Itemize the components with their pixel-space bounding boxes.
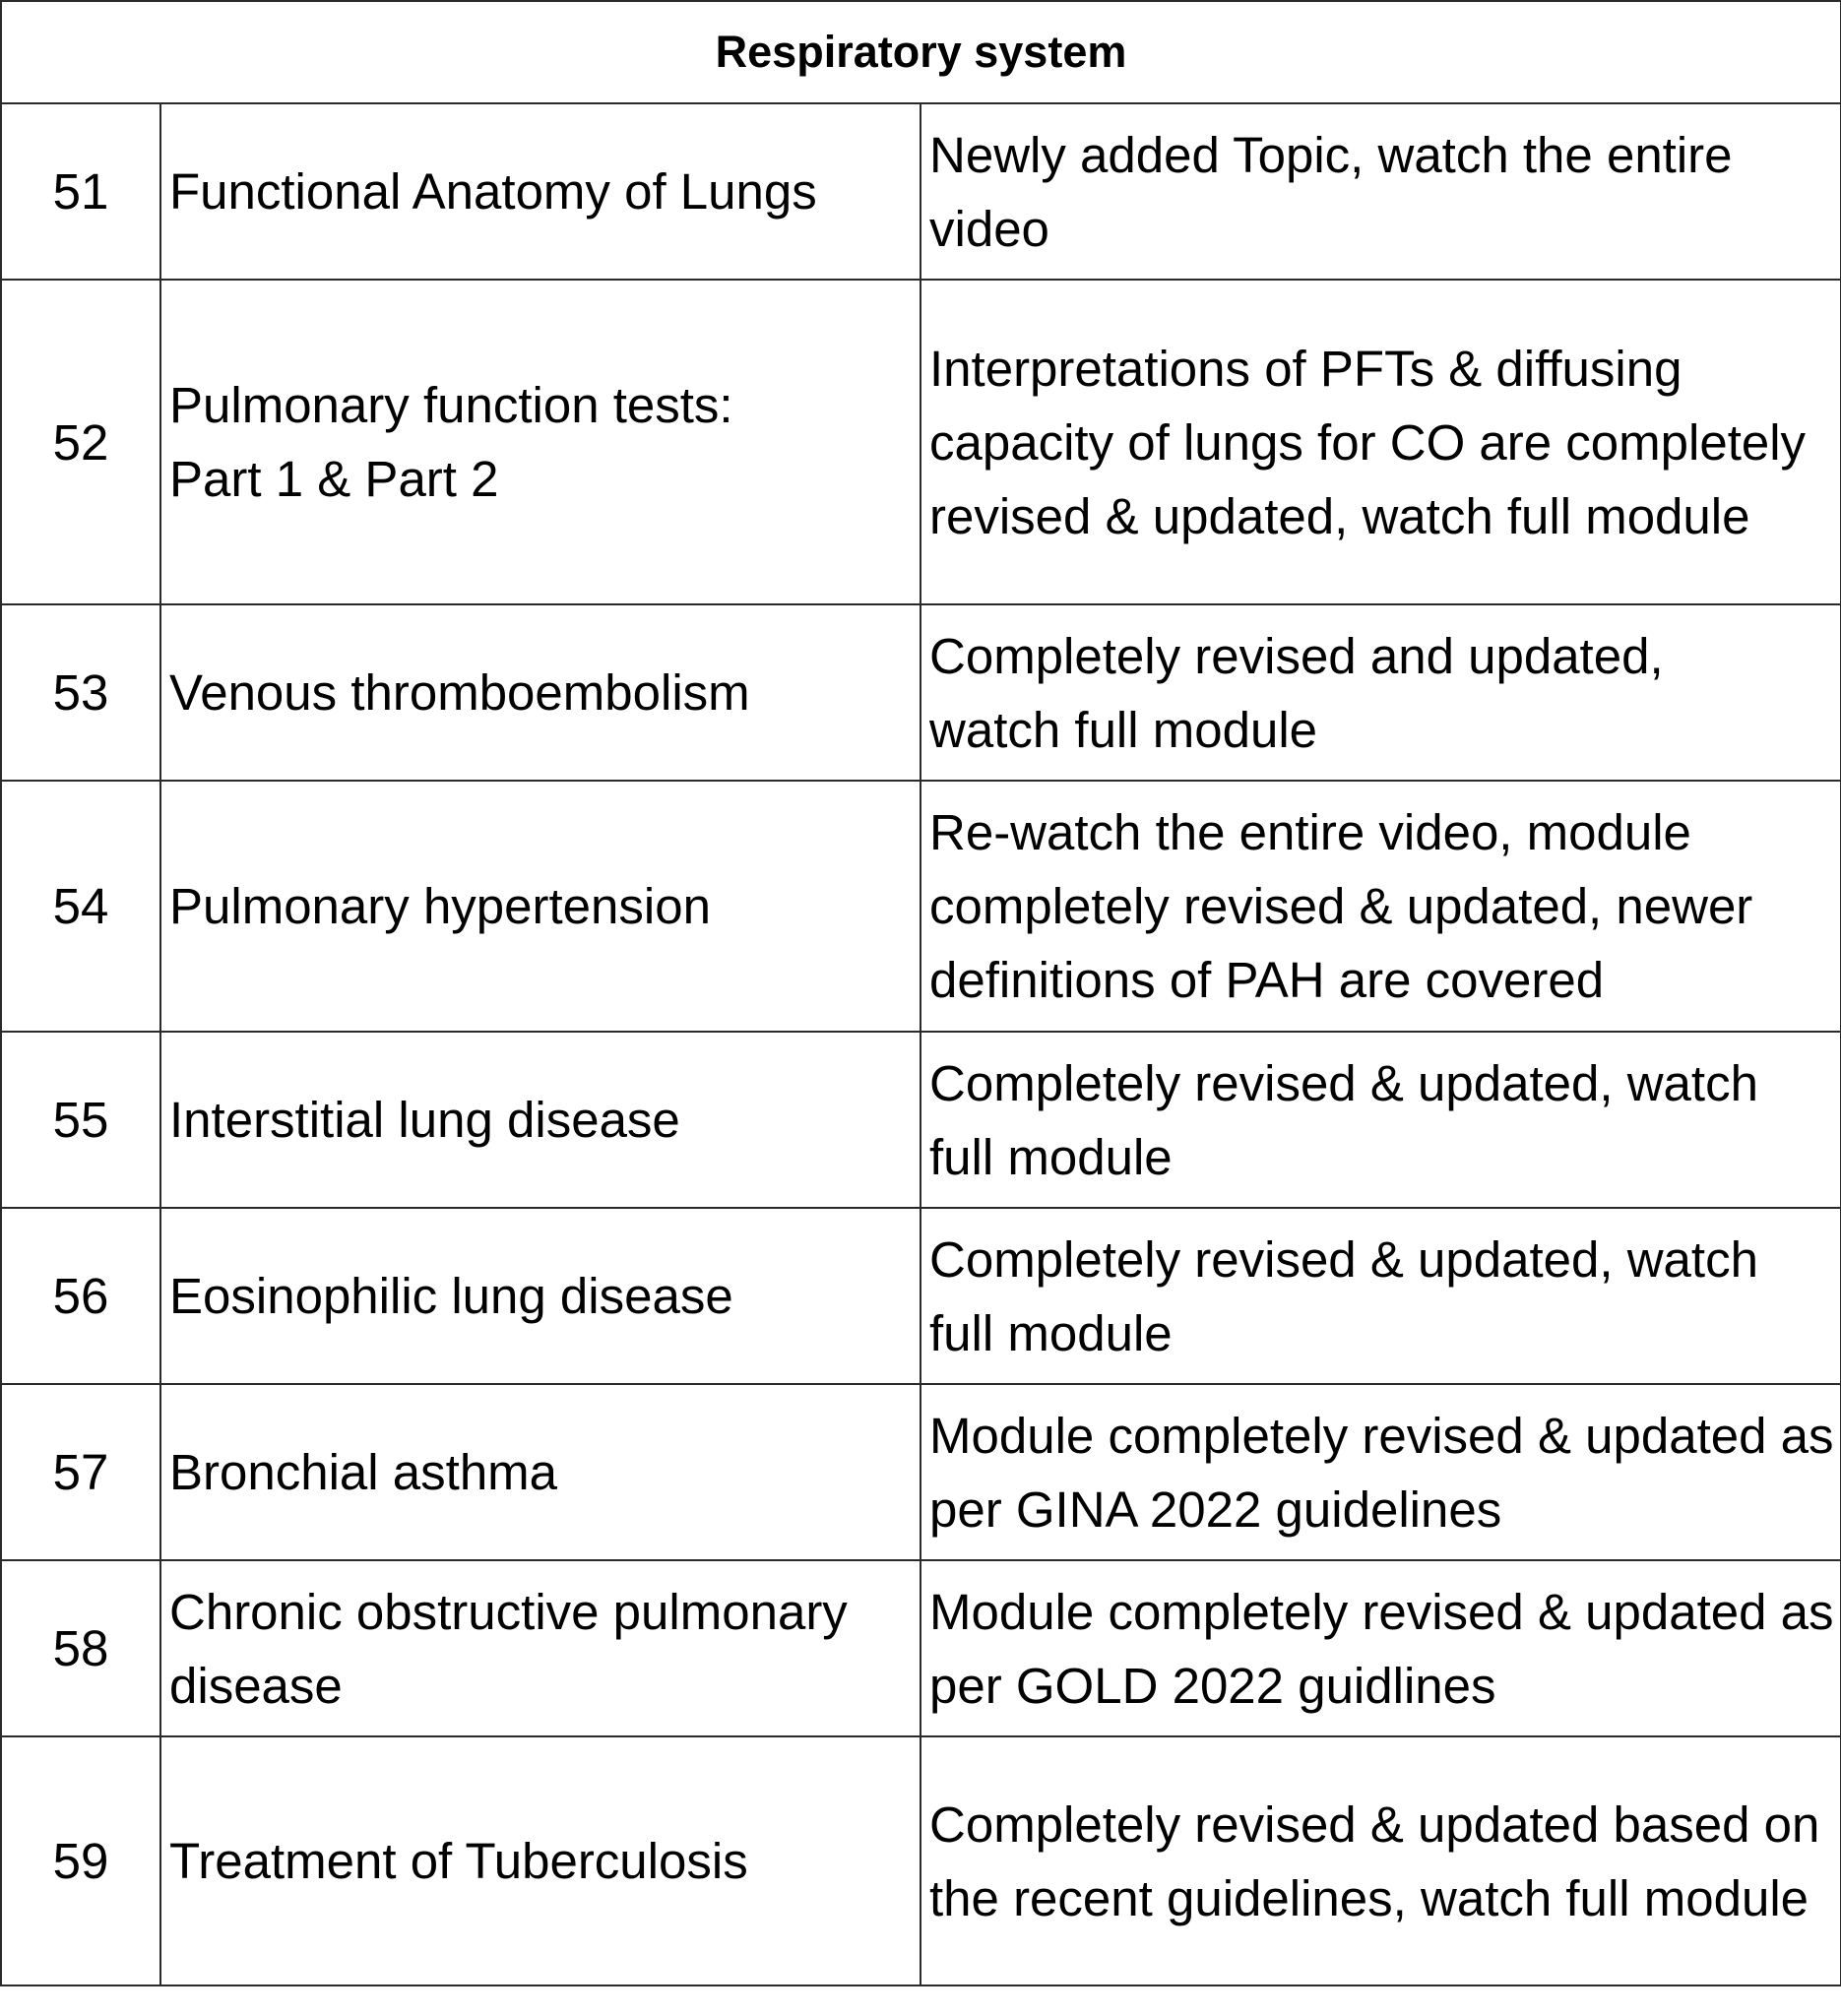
- topic-name: Interstitial lung disease: [160, 1032, 920, 1208]
- topic-name: Eosinophilic lung disease: [160, 1208, 920, 1384]
- topic-note: Re-watch the entire video, module completely revised & updated, newer definitions of PAH are covered: [920, 781, 1841, 1032]
- table-title: Respiratory system: [1, 1, 1841, 103]
- topic-note: Completely revised & updated, watch full module: [920, 1032, 1841, 1208]
- topic-note: Newly added Topic, watch the entire video: [920, 103, 1841, 280]
- topic-note-text: Completely revised and updated, watch full module: [929, 627, 1664, 758]
- topic-note: Module completely revised & updated as per GOLD 2022 guidlines: [920, 1560, 1841, 1736]
- table-row: [1, 103, 1841, 280]
- topic-number: 51: [1, 103, 160, 280]
- topic-note: Interpretations of PFTs & diffusing capacity of lungs for CO are completely revised & updated, watch full module: [920, 280, 1841, 604]
- topic-name: Venous thromboembolism: [160, 604, 920, 781]
- table-row: [1, 1384, 1841, 1560]
- topic-number: 52: [1, 280, 160, 604]
- topic-name: [160, 280, 920, 604]
- topic-number: 53: [1, 604, 160, 781]
- topic-name-text: Pulmonary function tests: Part 1 & Part 2: [169, 377, 733, 507]
- table-header-row: [1, 1, 1841, 103]
- table-row: [1, 781, 1841, 1032]
- topic-note: [920, 604, 1841, 781]
- topic-name: Chronic obstructive pulmonary disease: [160, 1560, 920, 1736]
- topic-number: 59: [1, 1736, 160, 1985]
- table-row: [1, 1560, 1841, 1736]
- topic-note: Module completely revised & updated as per GINA 2022 guidelines: [920, 1384, 1841, 1560]
- table-row: [1, 604, 1841, 781]
- topic-number: 55: [1, 1032, 160, 1208]
- table-row: [1, 1208, 1841, 1384]
- topic-number: 54: [1, 781, 160, 1032]
- topic-number: 57: [1, 1384, 160, 1560]
- topic-name: Treatment of Tuberculosis: [160, 1736, 920, 1985]
- topic-name: Bronchial asthma: [160, 1384, 920, 1560]
- topic-note: Completely revised & updated, watch full module: [920, 1208, 1841, 1384]
- table-row: [1, 280, 1841, 604]
- topic-name: Functional Anatomy of Lungs: [160, 103, 920, 280]
- topic-name: Pulmonary hypertension: [160, 781, 920, 1032]
- topic-number: 58: [1, 1560, 160, 1736]
- topic-number: 56: [1, 1208, 160, 1384]
- table-row: [1, 1032, 1841, 1208]
- topic-note: Completely revised & updated based on the recent guidelines, watch full module: [920, 1736, 1841, 1985]
- table-row: [1, 1736, 1841, 1985]
